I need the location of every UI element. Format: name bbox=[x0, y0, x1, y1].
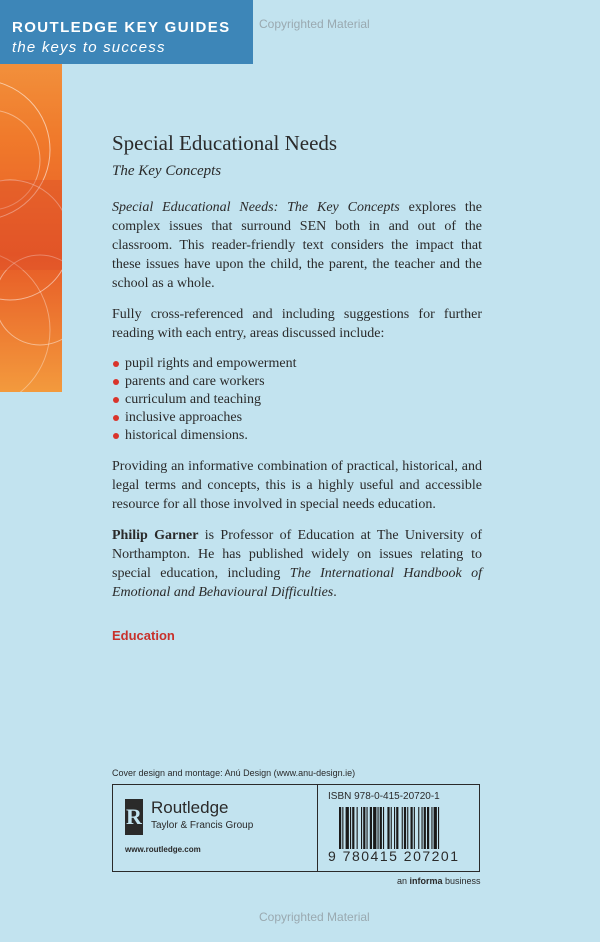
barcode-bar bbox=[346, 807, 349, 849]
series-banner bbox=[0, 0, 253, 64]
closing-paragraph: Providing an informative combination of practical, historical, and legal terms and concepts, this is a highly useful and accessible resource for all those involved in special needs education. bbox=[112, 459, 482, 512]
list-item: historical dimensions. bbox=[112, 427, 482, 445]
barcode-bar bbox=[367, 807, 368, 849]
series-title: ROUTLEDGE KEY GUIDES bbox=[12, 19, 231, 36]
barcode-bar bbox=[438, 807, 439, 849]
publisher-box bbox=[112, 784, 480, 872]
barcode-bar bbox=[339, 807, 341, 849]
routledge-logo-icon: R bbox=[125, 799, 143, 835]
barcode-bar bbox=[424, 807, 426, 849]
subject-category: Education bbox=[112, 628, 175, 643]
design-credit: Cover design and montage: Anú Design (www.anu-design.ie) bbox=[112, 768, 356, 778]
author-bio-end: . bbox=[333, 585, 337, 600]
barcode-bar bbox=[411, 807, 413, 849]
barcode-bar bbox=[363, 807, 365, 849]
description-paragraph bbox=[112, 198, 482, 293]
publisher-info bbox=[113, 785, 318, 871]
barcode-bar bbox=[391, 807, 392, 849]
book-title: Special Educational Needs bbox=[112, 131, 338, 155]
description-lead-text: explores the complex issues that surround SEN both in and out of the classroom. This reader-friendly text considers the impact that these issues have upon the child, the parent, the teacher and the school as a whole. bbox=[112, 200, 483, 291]
description-lead-title: Special Educational Needs: The Key Concepts bbox=[112, 200, 400, 215]
barcode-bar bbox=[414, 807, 415, 849]
book-subtitle: The Key Concepts bbox=[112, 163, 222, 179]
barcode-bar bbox=[352, 807, 354, 849]
barcode-bar bbox=[370, 807, 372, 849]
list-item: curriculum and teaching bbox=[112, 391, 482, 409]
barcode-bar bbox=[402, 807, 403, 849]
publisher-group: Taylor & Francis Group bbox=[151, 820, 254, 831]
watermark-top: Copyrighted Material bbox=[259, 17, 370, 31]
barcode-bar bbox=[361, 807, 362, 849]
barcode-bar bbox=[342, 807, 343, 849]
barcode-bar bbox=[350, 807, 351, 849]
barcode-number: 9 780415 207201 bbox=[328, 848, 460, 864]
watermark-bottom: Copyrighted Material bbox=[259, 910, 370, 924]
series-tagline: the keys to success bbox=[12, 39, 166, 56]
author-bio-text: is Professor of Education at The University of Northampton. He has published widely on issues relating to special education, including bbox=[112, 528, 482, 581]
barcode-bar bbox=[404, 807, 406, 849]
barcode-bar bbox=[418, 807, 419, 849]
topics-list bbox=[112, 355, 482, 445]
barcode-bar bbox=[357, 807, 358, 849]
barcode-bar bbox=[407, 807, 408, 849]
isbn-label: ISBN 978-0-415-20720-1 bbox=[328, 791, 440, 802]
informa-business bbox=[397, 876, 481, 886]
author-bio bbox=[112, 526, 482, 602]
barcode-bar bbox=[383, 807, 384, 849]
barcode-bar bbox=[422, 807, 423, 849]
publisher-url: www.routledge.com bbox=[125, 845, 201, 854]
list-item: pupil rights and empowerment bbox=[112, 355, 482, 373]
barcode-bar bbox=[380, 807, 382, 849]
informa-suffix: business bbox=[442, 876, 481, 886]
informa-prefix: an bbox=[397, 876, 410, 886]
barcode-bar bbox=[427, 807, 429, 849]
topics-intro: Fully cross-referenced and including suggestions for further reading with each entry, areas discussed include: bbox=[112, 307, 482, 341]
barcode-bar bbox=[378, 807, 379, 849]
list-item: inclusive approaches bbox=[112, 409, 482, 427]
barcode-icon bbox=[339, 807, 471, 849]
list-item: parents and care workers bbox=[112, 373, 482, 391]
author-book-title: The International Handbook of Emotional and Behavioural Difficulties bbox=[112, 566, 482, 600]
barcode-bar bbox=[394, 807, 395, 849]
barcode-bar bbox=[373, 807, 376, 849]
barcode-bar bbox=[387, 807, 389, 849]
author-name: Philip Garner bbox=[112, 528, 199, 543]
back-cover-text bbox=[112, 130, 482, 645]
barcode-bar bbox=[434, 807, 437, 849]
publisher-name: Routledge bbox=[151, 798, 229, 817]
informa-brand: informa bbox=[409, 876, 443, 886]
barcode-bar bbox=[396, 807, 398, 849]
barcode-bar bbox=[431, 807, 432, 849]
